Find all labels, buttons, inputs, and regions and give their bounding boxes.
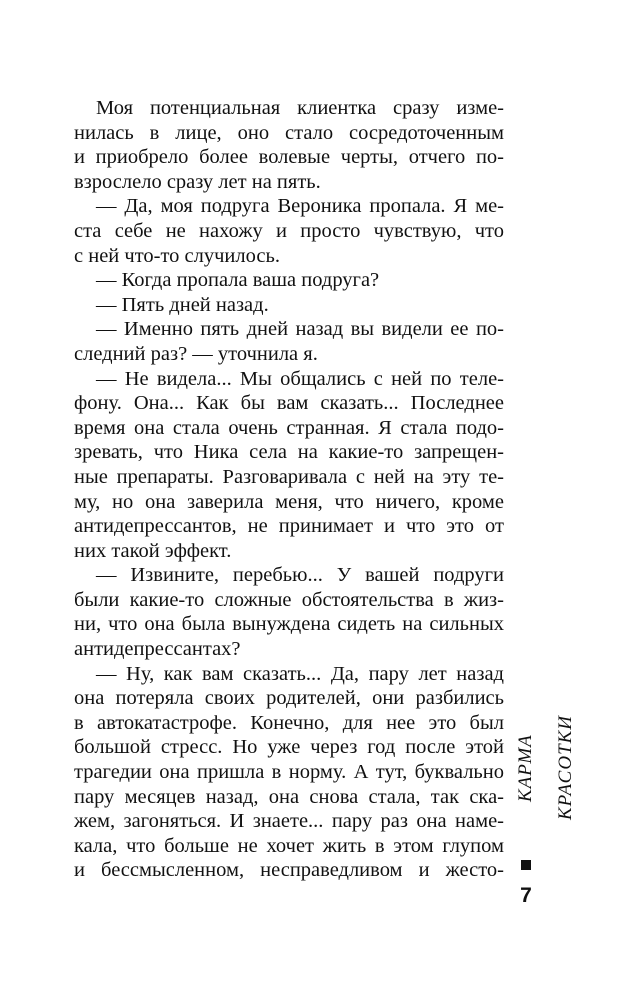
text-line: были какие-то сложные обстоятельства в жиз- <box>74 588 504 611</box>
text-line: нилась в лице, оно стало сосредоточенным <box>74 121 504 144</box>
text-line: ни, что она была вынуждена сидеть на сильных <box>74 613 504 636</box>
text-line: — Именно пять дней назад вы видели ее по- <box>96 318 504 341</box>
text-line: и приобрело более волевые черты, отчего по- <box>74 146 504 169</box>
text-line: фону. Она... Как бы вам сказать... Последнее <box>74 392 504 415</box>
text-line: — Ну, как вам сказать... Да, пару лет назад <box>96 662 504 685</box>
text-line: зревать, что Ника села на какие-то запрещен- <box>74 441 504 464</box>
section-marker-icon <box>521 860 531 870</box>
text-line: антидепрессантов, не принимает и что это от <box>74 515 504 538</box>
text-line: — Извините, перебью... У вашей подруги <box>96 564 504 587</box>
text-line: му, но она заверила меня, что ничего, кроме <box>74 490 504 513</box>
page-number: 7 <box>520 884 532 907</box>
text-line: трагедии она пришла в норму. А тут, буквально <box>74 761 504 784</box>
text-line: она потеряла своих родителей, они разбились <box>74 687 504 710</box>
running-title: КАРМА КРАСОТКИ <box>515 715 576 821</box>
text-line: ные препараты. Разговаривала с ней на эту те- <box>74 465 504 488</box>
text-line: — Пять дней назад. <box>96 293 269 316</box>
text-line: с ней что-то случилось. <box>74 244 280 267</box>
text-line: большой стресс. Но уже через год после этой <box>74 736 504 759</box>
text-line: время она стала очень странная. Я стала подо- <box>74 416 504 439</box>
text-line: антидепрессантах? <box>74 638 241 661</box>
text-line: кала, что больше не хочет жить в этом глупом <box>74 834 504 857</box>
text-line: ста себе не нахожу и просто чувствую, что <box>74 219 504 242</box>
text-line: следний раз? — уточнила я. <box>74 342 318 365</box>
text-line: в автокатастрофе. Конечно, для нее это был <box>74 711 504 734</box>
body-text <box>74 96 504 883</box>
text-line: — Когда пропала ваша подруга? <box>96 269 380 292</box>
text-line: жем, загоняться. И знаете... пару раз она наме- <box>74 810 504 833</box>
text-line: них такой эффект. <box>74 539 232 562</box>
text-line: — Да, моя подруга Вероника пропала. Я ме- <box>96 195 504 218</box>
text-line: пару месяцев назад, она снова стала, так ска- <box>74 785 504 808</box>
text-line: — Не видела... Мы общались с ней по теле- <box>96 367 504 390</box>
text-line: Моя потенциальная клиентка сразу изме- <box>96 97 504 119</box>
text-line: взрослело сразу лет на пять. <box>74 170 321 193</box>
text-line: и бессмысленном, несправедливом и жесто- <box>74 859 504 882</box>
